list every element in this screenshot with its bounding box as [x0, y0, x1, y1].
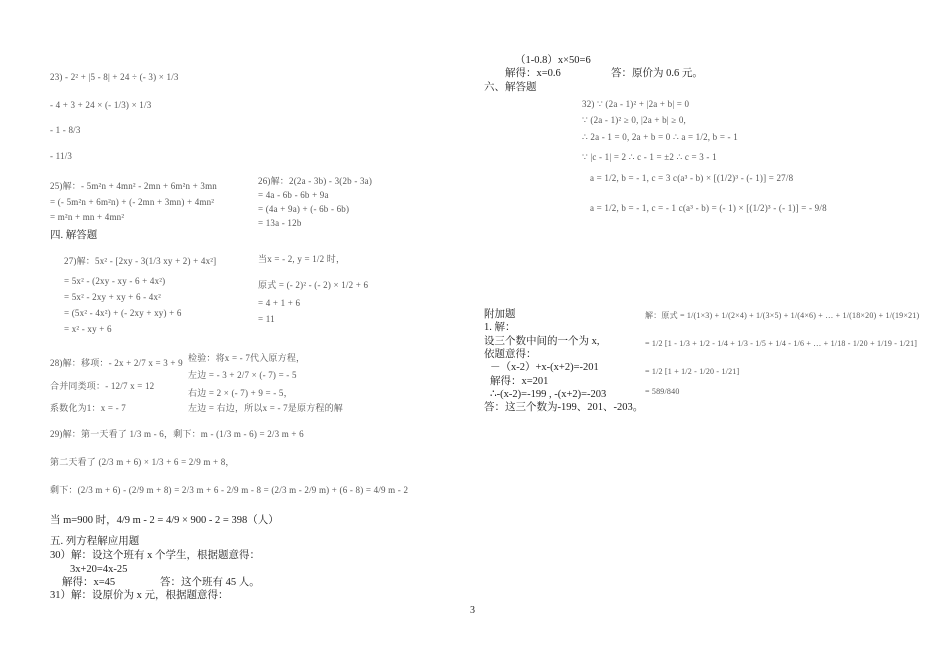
q31-line: 解得：x=0.6 [505, 68, 561, 79]
q29-line: 剩下：(2/3 m + 6) - (2/9 m + 8) = 2/3 m + 6 - 2/9 m - 8 = (2/3 m - 2/9 m) + (6 - 8) = 4/9 m - 2 [50, 485, 409, 495]
q26-line: = 4a - 6b - 6b + 9a [258, 190, 329, 200]
q26-line: 26)解：2(2a - 3b) - 3(2b - 3a) [258, 176, 373, 186]
q28-check-line: 检验：将x = - 7代入原方程， [188, 353, 306, 363]
q25-line: = (- 5m²n + 6m²n) + (- 2mn + 3mn) + 4mn² [50, 197, 215, 207]
q31-line: （1-0.8）x×50=6 [515, 55, 591, 66]
q28-check-line: 右边 = 2 × (- 7) + 9 = - 5， [188, 388, 293, 398]
q32-line: 32) ∵ (2a - 1)² + |2a + b| = 0 [582, 99, 690, 109]
q30-line: 解得：x=45 [62, 577, 116, 588]
q30-line: 3x+20=4x-25 [70, 564, 128, 575]
section-heading-5: 五. 列方程解应用题 [50, 536, 140, 547]
q23-line: - 11/3 [50, 151, 73, 161]
extra-math-line: = 1/2 [1 + 1/2 - 1/20 - 1/21] [645, 367, 740, 376]
q23-line: - 4 + 3 + 24 × (- 1/3) × 1/3 [50, 100, 152, 110]
q30-line: 答：这个班有 45 人。 [160, 577, 260, 588]
q29-line: 第二天看了 (2/3 m + 6) × 1/3 + 6 = 2/9 m + 8， [50, 457, 235, 467]
page-number: 3 [470, 605, 475, 616]
q27-result-line: = 11 [258, 314, 275, 324]
q27-line: 27)解：5x² - [2xy - 3(1/3 xy + 2) + 4x²] [64, 256, 217, 266]
q32-line: ∵ (2a - 1)² ≥ 0, |2a + b| ≥ 0, [582, 115, 686, 125]
section-heading-4: 四. 解答题 [50, 230, 98, 241]
q32-line: a = 1/2, b = - 1, c = 3 c(a³ - b) × [(1/2)³ - (- 1)] = 27/8 [590, 173, 794, 183]
q28-line: 合并同类项：- 12/7 x = 12 [50, 381, 155, 391]
q26-line: = (4a + 9a) + (- 6b - 6b) [258, 204, 350, 214]
q32-line: ∵ |c - 1| = 2 ∴ c - 1 = ±2 ∴ c = 3 - 1 [582, 152, 717, 162]
q27-result-line: 当x = - 2, y = 1/2 时， [258, 254, 346, 264]
section-heading-6: 六、解答题 [484, 82, 537, 93]
q27-result-line: = 4 + 1 + 6 [258, 298, 301, 308]
extra-math-line: 解：原式 = 1/(1×3) + 1/(2×4) + 1/(3×5) + 1/(4×6) + … + 1/(18×20) + 1/(19×21) [645, 311, 920, 320]
q27-line: = 5x² - 2xy + xy + 6 - 4x² [64, 292, 162, 302]
q25-line: = m²n + mn + 4mn² [50, 212, 125, 222]
q32-line: ∴ 2a - 1 = 0, 2a + b = 0 ∴ a = 1/2, b = - 1 [582, 132, 738, 142]
q27-line: = x² - xy + 6 [64, 324, 112, 334]
q25-line: 25)解：- 5m²n + 4mn² - 2mn + 6m²n + 3mn [50, 181, 217, 191]
extra-math-line: = 589/840 [645, 387, 680, 396]
extra-line: 答：这三个数为-199、201、-203。 [484, 402, 644, 413]
q27-line: = 5x² - (2xy - xy - 6 + 4x²) [64, 276, 166, 286]
q29-line: 29)解：第一天看了 1/3 m - 6，剩下：m - (1/3 m - 6) = 2/3 m + 6 [50, 429, 304, 439]
extra-line: 设三个数中间的一个为 x, [484, 336, 600, 347]
q27-line: = (5x² - 4x²) + (- 2xy + xy) + 6 [64, 308, 182, 318]
extra-line: －（x-2）+x-(x+2)=-201 [490, 362, 599, 373]
q32-line: a = 1/2, b = - 1, c = - 1 c(a³ - b) = (- 1) × [(1/2)³ - (- 1)] = - 9/8 [590, 203, 827, 213]
extra-math-line: = 1/2 [1 - 1/3 + 1/2 - 1/4 + 1/3 - 1/5 + 1/4 - 1/6 + … + 1/18 - 1/20 + 1/19 - 1/21] [645, 339, 918, 348]
extra-line: 1. 解： [484, 322, 516, 333]
q28-line: 系数化为1：x = - 7 [50, 403, 126, 413]
extra-line: ∴-(x-2)=-199 , -(x+2)=-203 [490, 389, 607, 400]
q26-line: = 13a - 12b [258, 218, 302, 228]
extra-title: 附加题 [484, 309, 516, 320]
q23-line: - 1 - 8/3 [50, 125, 81, 135]
q30-line: 30）解：设这个班有 x 个学生，根据题意得： [50, 550, 260, 561]
q31-line: 31）解：设原价为 x 元，根据题意得： [50, 590, 229, 601]
q28-check-line: 左边 = 右边，所以x = - 7是原方程的解 [188, 403, 343, 413]
q27-result-line: 原式 = (- 2)² - (- 2) × 1/2 + 6 [258, 280, 369, 290]
q23-line: 23) - 2² + |5 - 8| + 24 ÷ (- 3) × 1/3 [50, 72, 179, 82]
q28-line: 28)解：移项：- 2x + 2/7 x = 3 + 9 [50, 358, 183, 368]
q29-line: 当 m=900 时，4/9 m - 2 = 4/9 × 900 - 2 = 398（人） [50, 515, 279, 526]
q28-check-line: 左边 = - 3 + 2/7 × (- 7) = - 5 [188, 370, 297, 380]
extra-line: 解得：x=201 [490, 376, 549, 387]
q31-line: 答：原价为 0.6 元。 [611, 68, 703, 79]
extra-line: 依题意得： [484, 349, 537, 360]
